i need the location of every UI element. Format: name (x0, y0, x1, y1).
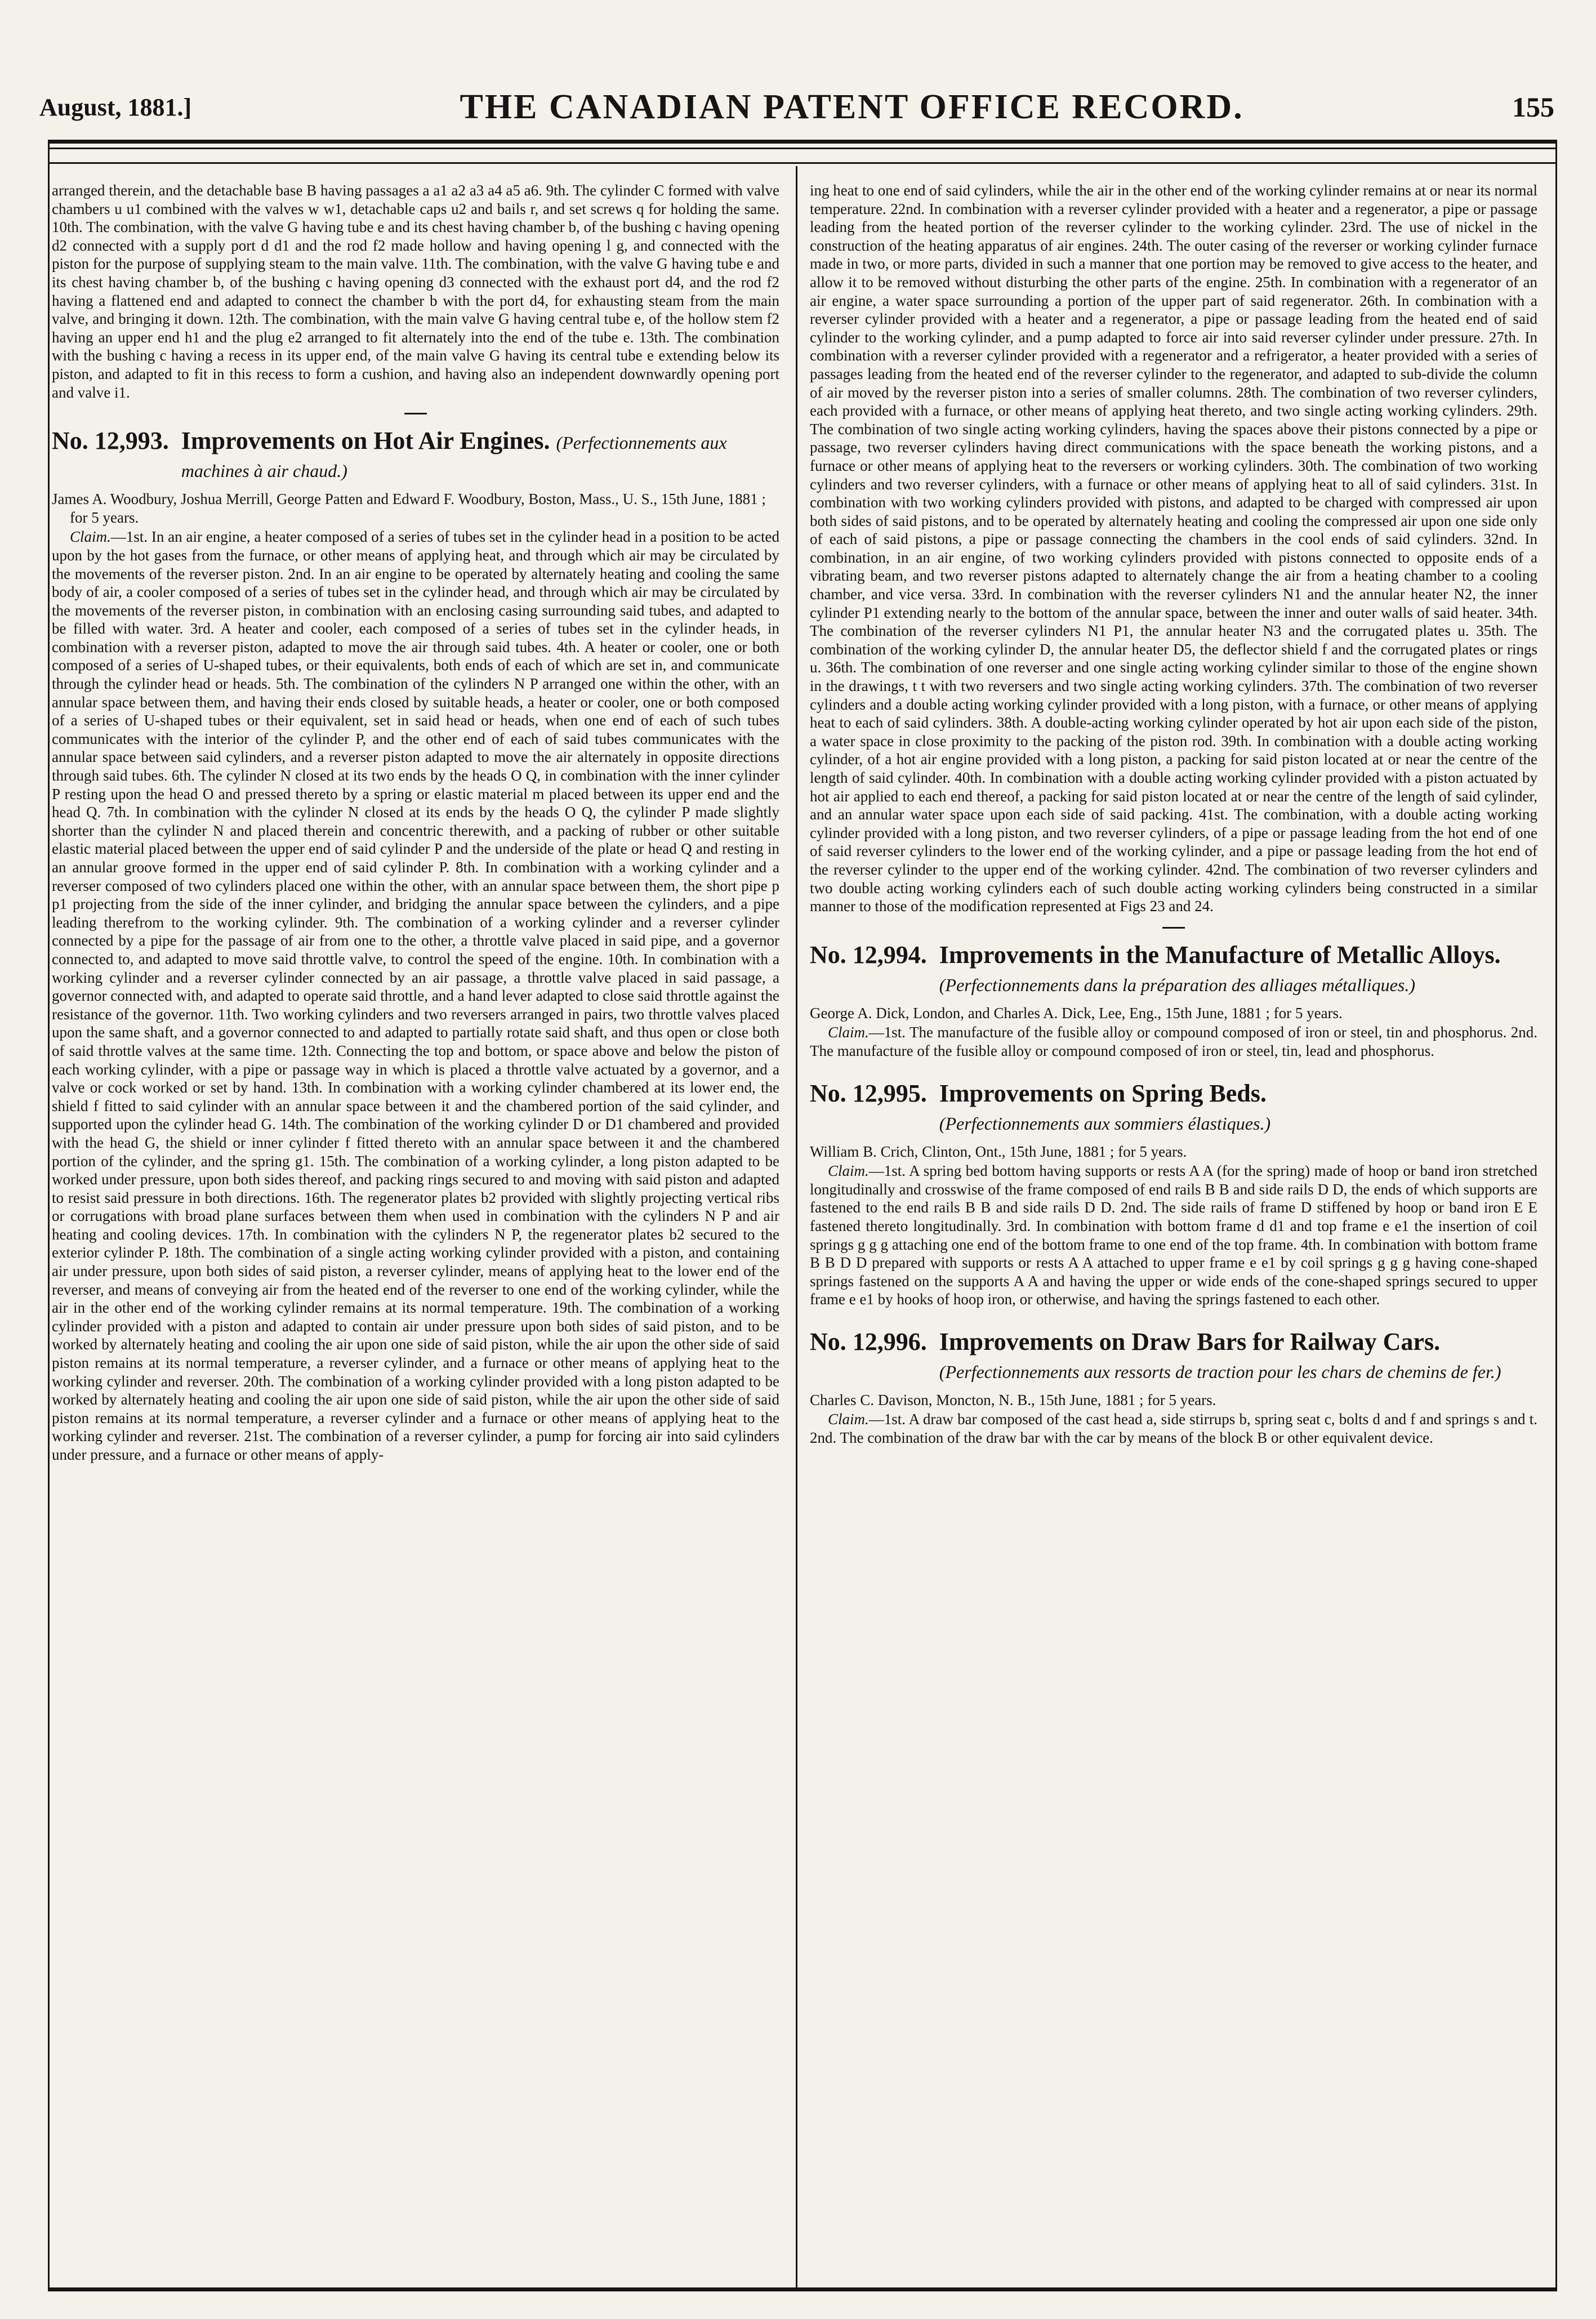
patent-heading-12994 (810, 941, 1537, 997)
patent-title: Improvements in the Manufacture of Metallic Alloys. (939, 940, 1501, 969)
continued-claims-text: arranged therein, and the detachable base B having passages a a1 a2 a3 a4 a5 a6. 9th. The cylinder C formed with valve chambers u u1 combined with the valves w w1, detachable caps u2 and bails r, and set screws q for holding the same. 10th. The combination, with the valve G having tube e and its chest having chamber b, of the bushing c having opening d2 connected with a supply port d d1 and the rod f2 made hollow and having opening l g, and connected with the piston for the purpose of supplying steam to the main valve. 11th. The combination, with the valve G having tube e and its chest having chamber b, of the bushing c having opening d3 connected with the exhaust port d4, and the rod f2 having a flattened end and adapted to connect the chamber b with the port d4, for exhausting steam from the main valve, and bringing it down. 12th. The combination, with the main valve G having central tube e, of the hollow stem f2 having an upper end h1 and the plug e2 arranged to fit alternately into the end of the tube e. 13th. The combination with the bushing c having a recess in its upper end, of the main valve G having its central tube e extending below its piston, and adapted to fit in this recess to form a cushion, and having also an independent downwardly opening port and valve i1. (52, 182, 779, 401)
claim-label: Claim. (828, 1411, 869, 1428)
patent-number: No. 12,996. (810, 1327, 927, 1355)
patent-heading-12995 (810, 1080, 1537, 1136)
patent-grantee: George A. Dick, London, and Charles A. Dick, Lee, Eng., 15th June, 1881 ; for 5 years. (810, 1004, 1343, 1022)
claim-text: —1st. The manufacture of the fusible alloy or compound composed of iron or steel, tin and phosphorus. 2nd. The manufacture of the fusible alloy or compound composed of iron or steel, tin, lead and phosphorus. (810, 1024, 1537, 1059)
patent-heading-12996 (810, 1328, 1537, 1384)
page-number: 155 (1512, 91, 1554, 123)
patent-title: Improvements on Spring Beds. (939, 1079, 1267, 1107)
header-rule-thick (48, 140, 1557, 144)
patent-title-block (939, 941, 1537, 997)
claim-label: Claim. (828, 1024, 869, 1041)
right-column (810, 181, 1537, 2285)
masthead-title: THE CANADIAN PATENT OFFICE RECORD. (460, 87, 1244, 126)
claim-text: —1st. A draw bar composed of the cast head a, side stirrups b, spring seat c, bolts d and f and springs s and t. 2nd. The combination of the draw bar with the car by means of the block B or other equivalent device. (810, 1411, 1537, 1447)
column-divider (796, 166, 797, 2289)
patent-french-title: (Perfectionnements aux sommiers élastiques.) (939, 1113, 1271, 1134)
issue-date: August, 1881.] (39, 93, 192, 121)
patent-grantee: James A. Woodbury, Joshua Merrill, George Patten and Edward F. Woodbury, Boston, Mass., U. S., 15th June, 1881 ; for 5 years. (52, 490, 766, 526)
patent-grantee: Charles C. Davison, Moncton, N. B., 15th June, 1881 ; for 5 years. (810, 1391, 1216, 1408)
patent-title-block (939, 1080, 1537, 1136)
header-rule-thin (48, 148, 1557, 149)
top-frame-rule (48, 162, 1557, 164)
right-frame-edge (1555, 141, 1557, 2289)
patent-french-title: (Perfectionnements aux ressorts de traction pour les chars de chemins de fer.) (939, 1361, 1501, 1382)
patent-number: No. 12,993. (52, 427, 169, 455)
patent-title: Improvements on Hot Air Engines. (181, 427, 550, 455)
claim-label: Claim. (828, 1162, 869, 1180)
patent-number: No. 12,994. (810, 940, 927, 969)
left-column (52, 181, 779, 2285)
spacer (810, 1310, 1537, 1324)
patent-french-title: (Perfectionnements aux machines à air chaud.) (181, 432, 727, 481)
patent-title-block (939, 1328, 1537, 1384)
claim-text: —1st. In an air engine, a heater composed of a series of tubes set in the cylinder head in a position to be acted upon by the hot gases from the furnace, or other means of applying heat, and through which air may be circulated by the movements of the reverser piston. 2nd. In an air engine to be operated by alternately heating and cooling the same body of air, a cooler composed of a series of tubes set in the cylinder head, and through which air may be circulated by the movements of the reverser piston, in combination with an enclosing casing surrounding said tubes, and adapted to be filled with water. 3rd. A heater and cooler, each composed of a series of tubes set in the cylinder heads, in combination with a reverser piston, adapted to move the air through said tubes. 4th. A heater or cooler, one or both composed of a series of U-shaped tubes, or their equivalents, both ends of each of which are set in, and communicate through the cylinder head or heads. 5th. The combination of the cylinders N P arranged one within the other, with an annular space between them, and having their ends closed by suitable heads, a heater or cooler, one or both composed of a series of U-shaped tubes or their equivalent, set in said head or heads, when one end of each of such tubes communicates with the interior of the cylinder P, and the other end of each of said tubes communicates with the annular space between said cylinders, and a reverser piston adapted to move the air alternately in opposite directions through said tubes. 6th. The cylinder N closed at its two ends by the heads O Q, in combination with the inner cylinder P resting upon the head O and pressed thereto by a spring or elastic material m placed between its upper end and the head Q. 7th. In combination with the cylinder N closed at its ends by the heads O Q, the cylinder P made slightly shorter than the cylinder N and placed therein and concentric therewith, and a packing of rubber or other suitable elastic material placed between the upper end of said cylinder P and the underside of the plate or head Q and resting in an annular groove formed in the upper end of said cylinder P. 8th. In combination with a working cylinder and a reverser composed of two cylinders placed one within the other, with an annular space between them, the short pipe p p1 projecting from the side of the inner cylinder, and bridging the annular space between the cylinders, and a pipe leading therefrom to the working cylinder. 9th. The combination of a working cylinder and a reverser cylinder connected by a pipe for the passage of air from one to the other, a throttle valve placed in said pipe, and a governor connected to, and adapted to move said throttle valve, to control the speed of the engine. 10th. In combination with a working cylinder and a reverser cylinder connected by an air passage, a throttle valve placed in said passage, a governor connected with, and adapted to operate said throttle, and a hand lever adapted to close said throttle against the resistance of the governor. 11th. Two working cylinders and two reversers arranged in pairs, two throttle valves placed upon the same shaft, and a governor connected to and adapted to partially rotate said shaft, and thus open or close both of said throttle valves at the same time. 12th. Connecting the top and bottom, or space above and below the piston of each working cylinder, with a pipe or passage way in which is placed a throttle valve actuated by a governor, and a valve or cock worked or set by hand. 13th. In combination with a working cylinder chambered at its lower end, the shield f fitted to said cylinder with an annular space between it and the chambered portion of the said cylinder, and supported upon the cylinder head G. 14th. The combination of the working cylinder D or D1 chambered and provided with the head G, the shield or inner cylinder f fitted thereto with an annular space between it and the chambered portion of the cylinder, and the spring g1. 15th. The combination of a working cylinder, a long piston adapted to be worked under pressure, upon both sides thereof, and packing rings secured to and moving with said piston and adapted to resist said pressure in both directions. 16th. The regenerator plates b2 provided with slightly projecting vertical ribs or corrugations with broad plane surfaces between them when used in combination with the cylinders N P and air heating and cooling devices. 17th. In combination with the cylinders N P, the regenerator plates b2 secured to the exterior cylinder P. 18th. The combination of a single acting working cylinder provided with a piston, and containing air under pressure, upon both sides of said piston, a reverser cylinder, means of applying heat to the lower end of the reverser, and means of conveying air from the heated end of the reverser to one end of the working cylinder, while the air in the other end of the working cylinder remains at its normal temperature. 19th. The combination of a working cylinder provided with a piston and adapted to contain air under pressure upon both sides of said piston, and to be worked by alternately heating and cooling the air upon one side of said piston, while the air upon the other side of said piston remains at its normal temperature, a reverser cylinder, and a furnace or other means of applying heat to the working cylinder and reverser. 20th. The combination of a working cylinder provided with a long piston adapted to be worked by alternately heating and cooling the air upon one side of said piston, while the air upon the other side of said piston remains at its normal temperature, a reverser cylinder and a furnace or other means of applying heat to the working cylinder and reverser. 21st. The combination of a reverser cylinder, a pump for forcing air into said cylinders under pressure, and a furnace or other means of apply- (52, 528, 779, 1463)
left-frame-edge (48, 141, 50, 2289)
patent-grantee: William B. Crich, Clinton, Ont., 15th June, 1881 ; for 5 years. (810, 1143, 1187, 1160)
patent-claim (810, 1410, 1537, 1447)
spacer (810, 1062, 1537, 1076)
patent-claim (52, 528, 779, 1464)
section-separator (1162, 927, 1185, 929)
claim-text: —1st. A spring bed bottom having supports or rests A A (for the spring) made of hoop or band iron stretched longitudinally and crosswise of the frame composed of end rails B B and side rails D D, the ends of which supports are fastened to the end rails B B and side rails D D. 2nd. The side rails of frame D stiffened by hoop or band iron E E fastened thereto longitudinally. 3rd. In combination with bottom frame d d1 and top frame e e1 the insertion of coil springs g g g attaching one end of the bottom frame to one end of the top frame. 4th. In combination with bottom frame B B D D prepared with supports or rests A A attached to upper frame e e1 by coil springs g g g having cone-shaped springs fastened on the supports A A and having the upper or wide ends of the cone-shaped springs secured to upper frame e e1 by hooks of hoop iron, or otherwise, and having the springs fastened to each other. (810, 1162, 1537, 1308)
patent-number: No. 12,995. (810, 1079, 927, 1107)
patent-french-title: (Perfectionnements dans la préparation des alliages métalliques.) (939, 974, 1415, 995)
claim-label: Claim. (70, 528, 111, 546)
patent-title-block (181, 427, 779, 483)
patent-heading-12993 (52, 427, 779, 483)
patent-claim (810, 1162, 1537, 1309)
patent-claim (810, 1023, 1537, 1060)
section-separator (404, 413, 427, 414)
bottom-frame-rule (48, 2287, 1557, 2291)
page-header (39, 84, 1554, 130)
continued-claims-text: ing heat to one end of said cylinders, while the air in the other end of the working cylinder remains at or near its normal temperature. 22nd. In combination with a reverser cylinder provided with a heater and a regenerator, a pipe or passage leading from the heated portion of the reverser cylinder to the working cylinder. 23rd. The use of nickel in the construction of the heating apparatus of air engines. 24th. The outer casing of the reverser or working cylinder furnace made in two, or more parts, divided in such a manner that one portion may be removed to give access to the heater, and allow it to be removed without disturbing the other parts of the engine. 25th. In combination with a regenerator of an air engine, a water space surrounding a portion of the upper part of said regenerator. 26th. In combination with a reverser cylinder provided with a heater and a regenerator, a pipe or passage leading from the heated end of said cylinder to the working cylinder, and a pump adapted to force air into said reverser cylinder under pressure. 27th. In combination with a reverser cylinder provided with a regenerator and a refrigerator, a heater provided with a series of passages leading from the heated end of the reverser cylinder to the regenerator, and adapted to sub-divide the column of air moved by the reverser piston into a series of smaller columns. 28th. The combination of two reverser cylinders, each provided with a furnace, or other means of applying heat thereto, and two single acting working cylinders. 29th. The combination of two single acting working cylinders, having the spaces above their pistons connected by a pipe or passage, two reverser cylinders having direct communications with the space beneath the working pistons, and a furnace or other means of applying heat to the reversers or working cylinders. 30th. The combination of two working cylinders and two reverser cylinders, with a furnace or other means of applying heat to all of said cylinders. 31st. In combination with two working cylinders provided with pistons, and adapted to be charged with compressed air upon both sides of said pistons, and to be operated by alternately heating and cooling the compressed air upon one side only of each of said pistons, a pipe or passage connecting the chambers in the cool ends of said cylinders. 32nd. In combination, in an air engine, of two working cylinders provided with pistons connected to opposite ends of a vibrating beam, and two reverser pistons adapted to alternately change the air from a heating chamber to a cooling chamber, and vice versa. 33rd. In combination with the reverser cylinders N1 and the annular heater N2, the inner cylinder P1 extending nearly to the bottom of the annular space, between the inner and outer walls of said heater. 34th. The combination of the reverser cylinders N1 P1, the annular heater N3 and the corrugated plates u. 35th. The combination of the working cylinder D, the annular heater D5, the deflector shield f and the corrugated plates or rings u. 36th. The combination of one reverser and one single acting working cylinder similar to those of the engine shown in the drawings, t t with two reversers and two single acting working cylinders. 37th. The combination of two reverser cylinders and a double acting working cylinder provided with a long piston, with a furnace, or other means of applying heat to each of said cylinders. 38th. A double-acting working cylinder operated by hot air upon each side of the piston, a water space in close proximity to the packing of the piston rod. 39th. In combination with a double acting working cylinder, of a hot air engine provided with a long piston, a packing for said piston located at or near the centre of the length of said cylinder. 40th. In combination with a double acting working cylinder provided with a piston actuated by hot air applied to each end thereof, a packing for said piston located at or near the centre of the length of said cylinder, and an annular water space upon each side of said packing. 41st. The combination, with a double acting working cylinder provided with a long piston, and two reverser cylinders, of a pipe or passage leading from the hot end of one of said reverser cylinders to the lower end of the working cylinder, and a pipe or passage leading from the hot end of the reverser cylinder to the upper end of the working cylinder. 42nd. The combination of two reverser cylinders and two double acting working cylinders each of such double acting working cylinders being constructed in a similar manner to those of the modification represented at Figs 23 and 24. (810, 182, 1537, 915)
patent-title: Improvements on Draw Bars for Railway Cars. (939, 1327, 1441, 1355)
